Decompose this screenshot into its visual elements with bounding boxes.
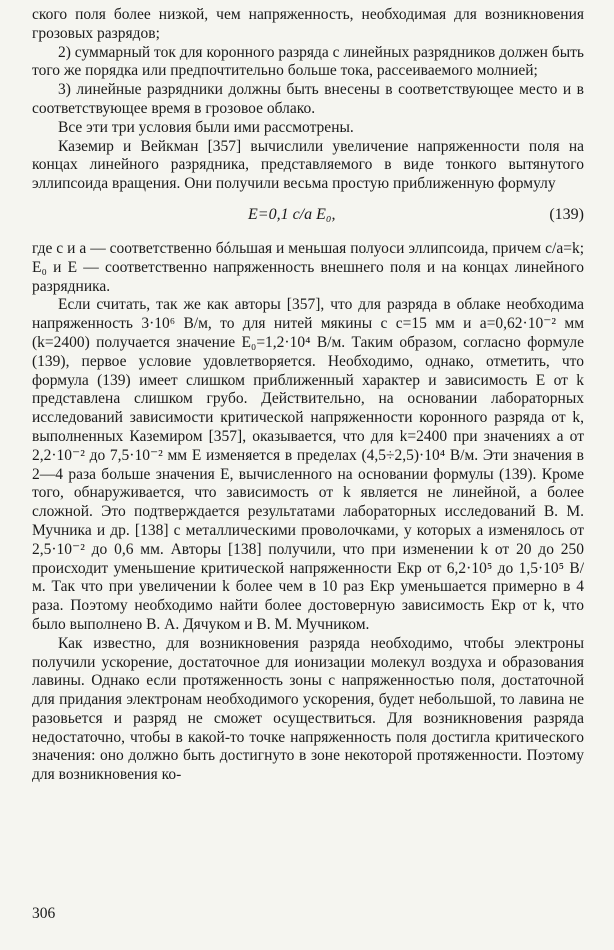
paragraph: Если считать, так же как авторы [357], что для разряда в облаке необходима напряженность 3·10⁶ В/м, то для нитей мякины с c=15 мм и a=0,62·10⁻² мм (k=2400) получается значение E₀=1,2·10⁴ В/м. Таким образом, согласно формуле (139), первое условие удовлетворяется. Необходимо, однако, отметить, что формула (139) имеет слишком приближенный характер и зависимость E от k представлена слишком грубо. Действительно, на основании лабораторных исследований зависимости критической напряженности коронного разряда от k, выполненных Каземиром [357], оказывается, что для k=2400 при значениях a от 2,2·10⁻² до 7,5·10⁻² мм E изменяется в пределах (4,5÷2,5)·10⁴ В/м. Эти значения в 2—4 раза больше значения E, вычисленного на основании формулы (139). Кроме того, обнаруживается, что зависимость от k является не линейной, а более сложной. Это подтверждается результатами лабораторных исследований В. М. Мучника и др. [138] с металлическими проволочками, у которых a изменялось от 2,5·10⁻² до 0,6 мм. Авторы [138] получили, что при изменении k от 20 до 250 происходит уменьшение критической напряженности Eкр от 6,2·10⁵ до 1,5·10⁵ В/м. Так что при увеличении k более чем в 10 раз Eкр уменьшается примерно в 4 раза. Поэтому необходимо найти более достоверную зависимость Eкр от k, что было выполнено В. А. Дячуком и В. М. Мучником.	[32, 296, 584, 633]
paragraph: Все эти три условия были ими рассмотрены.	[58, 118, 354, 136]
paragraph: Как известно, для возникновения разряда необходимо, чтобы электроны получили ускорение, достаточное для ионизации молекул воздуха и образования лавины. Однако если протяженность зоны с напряженностью поля, достаточной для придания электронам необходимого ускорения, будет небольшой, то лавина не разовьется и разряд не сможет осуществиться. Для возникновения разряда недостаточно, чтобы в какой-то точке напряженность поля достигла критического значения: оно должно быть достигнуто в зоне некоторой протяженности. Поэтому для возникновения ко-	[32, 634, 584, 784]
paragraph: ского поля более низкой, чем напряженность, необходимая для возникновения грозовых разрядов;	[32, 6, 584, 42]
paragraph: Каземир и Вейкман [357] вычислили увеличение напряженности поля на концах линейного разрядника, представляемого в виде тонкого вытянутого эллипсоида вращения. Они получили весьма простую приближенную формулу	[32, 137, 584, 193]
paragraph: 3) линейные разрядники должны быть внесены в соответствующее место и в соответствующее время в грозовое облако.	[32, 81, 584, 117]
formula-expression: E=0,1 c/a E₀,	[248, 205, 336, 223]
paragraph: где c и a — соответственно бóльшая и меньшая полуоси эллипсоида, причем c/a=k; E₀ и E — соответственно напряженность внешнего поля и на концах линейного разрядника.	[32, 239, 584, 295]
paragraph: 2) суммарный ток для коронного разряда с линейных разрядников должен быть того же порядка или предпочтительно больше тока, рассеиваемого молнией;	[32, 43, 584, 80]
formula-number: (139)	[549, 205, 584, 223]
body-text	[32, 6, 584, 785]
page-number: 306	[32, 905, 56, 922]
formula-139	[32, 196, 584, 240]
